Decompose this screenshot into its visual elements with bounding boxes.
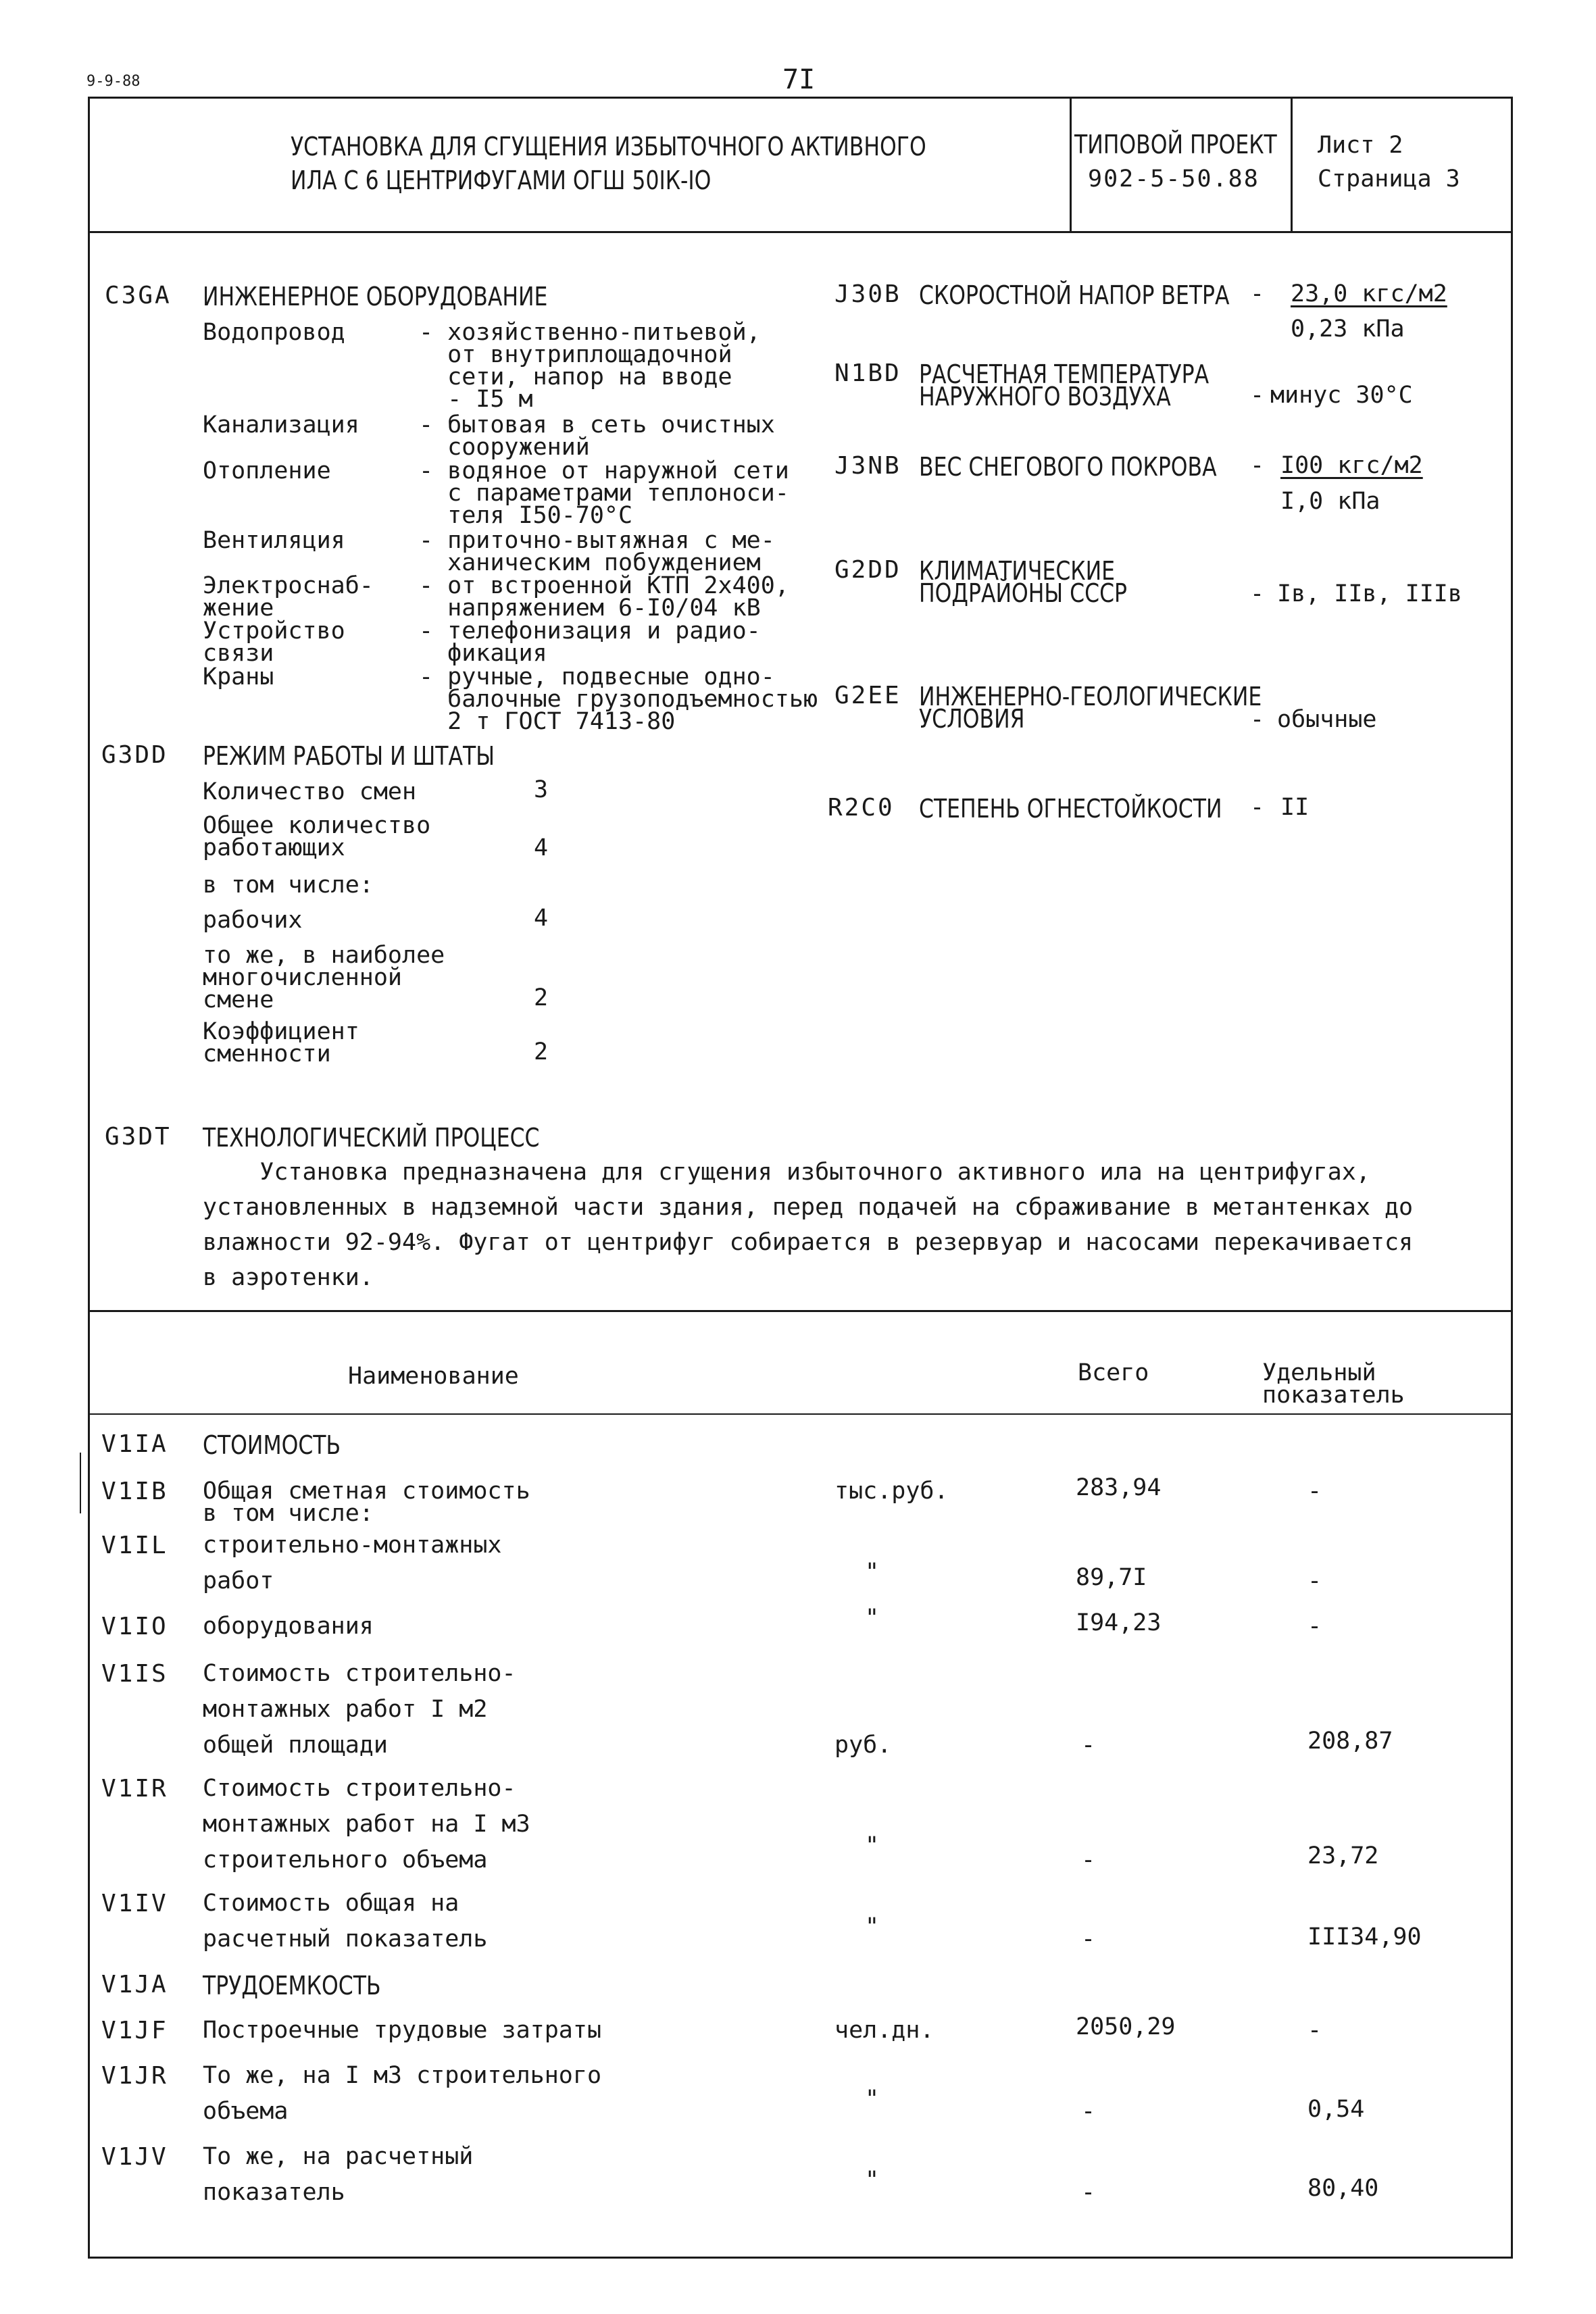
project-label: ТИПОВОЙ ПРОЕКТ [1074, 130, 1277, 159]
staff-title: РЕЖИМ РАБОТЫ И ШТАТЫ [203, 741, 495, 771]
engineering-code: C3GA [105, 282, 172, 309]
staff-code: G3DD [101, 741, 168, 769]
column-name-header: Наименование [348, 1363, 519, 1390]
column-spec-header: Удельный [1262, 1359, 1376, 1386]
engineering-title: ИНЖЕНЕРНОЕ ОБОРУДОВАНИЕ [203, 282, 548, 311]
process-code: G3DT [105, 1123, 172, 1151]
process-title: ТЕХНОЛОГИЧЕСКИЙ ПРОЦЕСС [203, 1123, 540, 1153]
page-number: 7I [782, 64, 816, 95]
project-number: 902-5-50.88 [1088, 166, 1260, 193]
page-label: Страница 3 [1318, 166, 1460, 193]
page-date: 9-9-88 [86, 73, 141, 90]
title-line-1: УСТАНОВКА ДЛЯ СГУЩЕНИЯ ИЗБЫТОЧНОГО АКТИВНОГО [291, 132, 926, 161]
column-total-header: Всего [1078, 1359, 1149, 1386]
sheet-number: Лист 2 [1318, 132, 1403, 159]
title-line-2: ИЛА С 6 ЦЕНТРИФУГАМИ ОГШ 50IК-IO [291, 166, 712, 195]
